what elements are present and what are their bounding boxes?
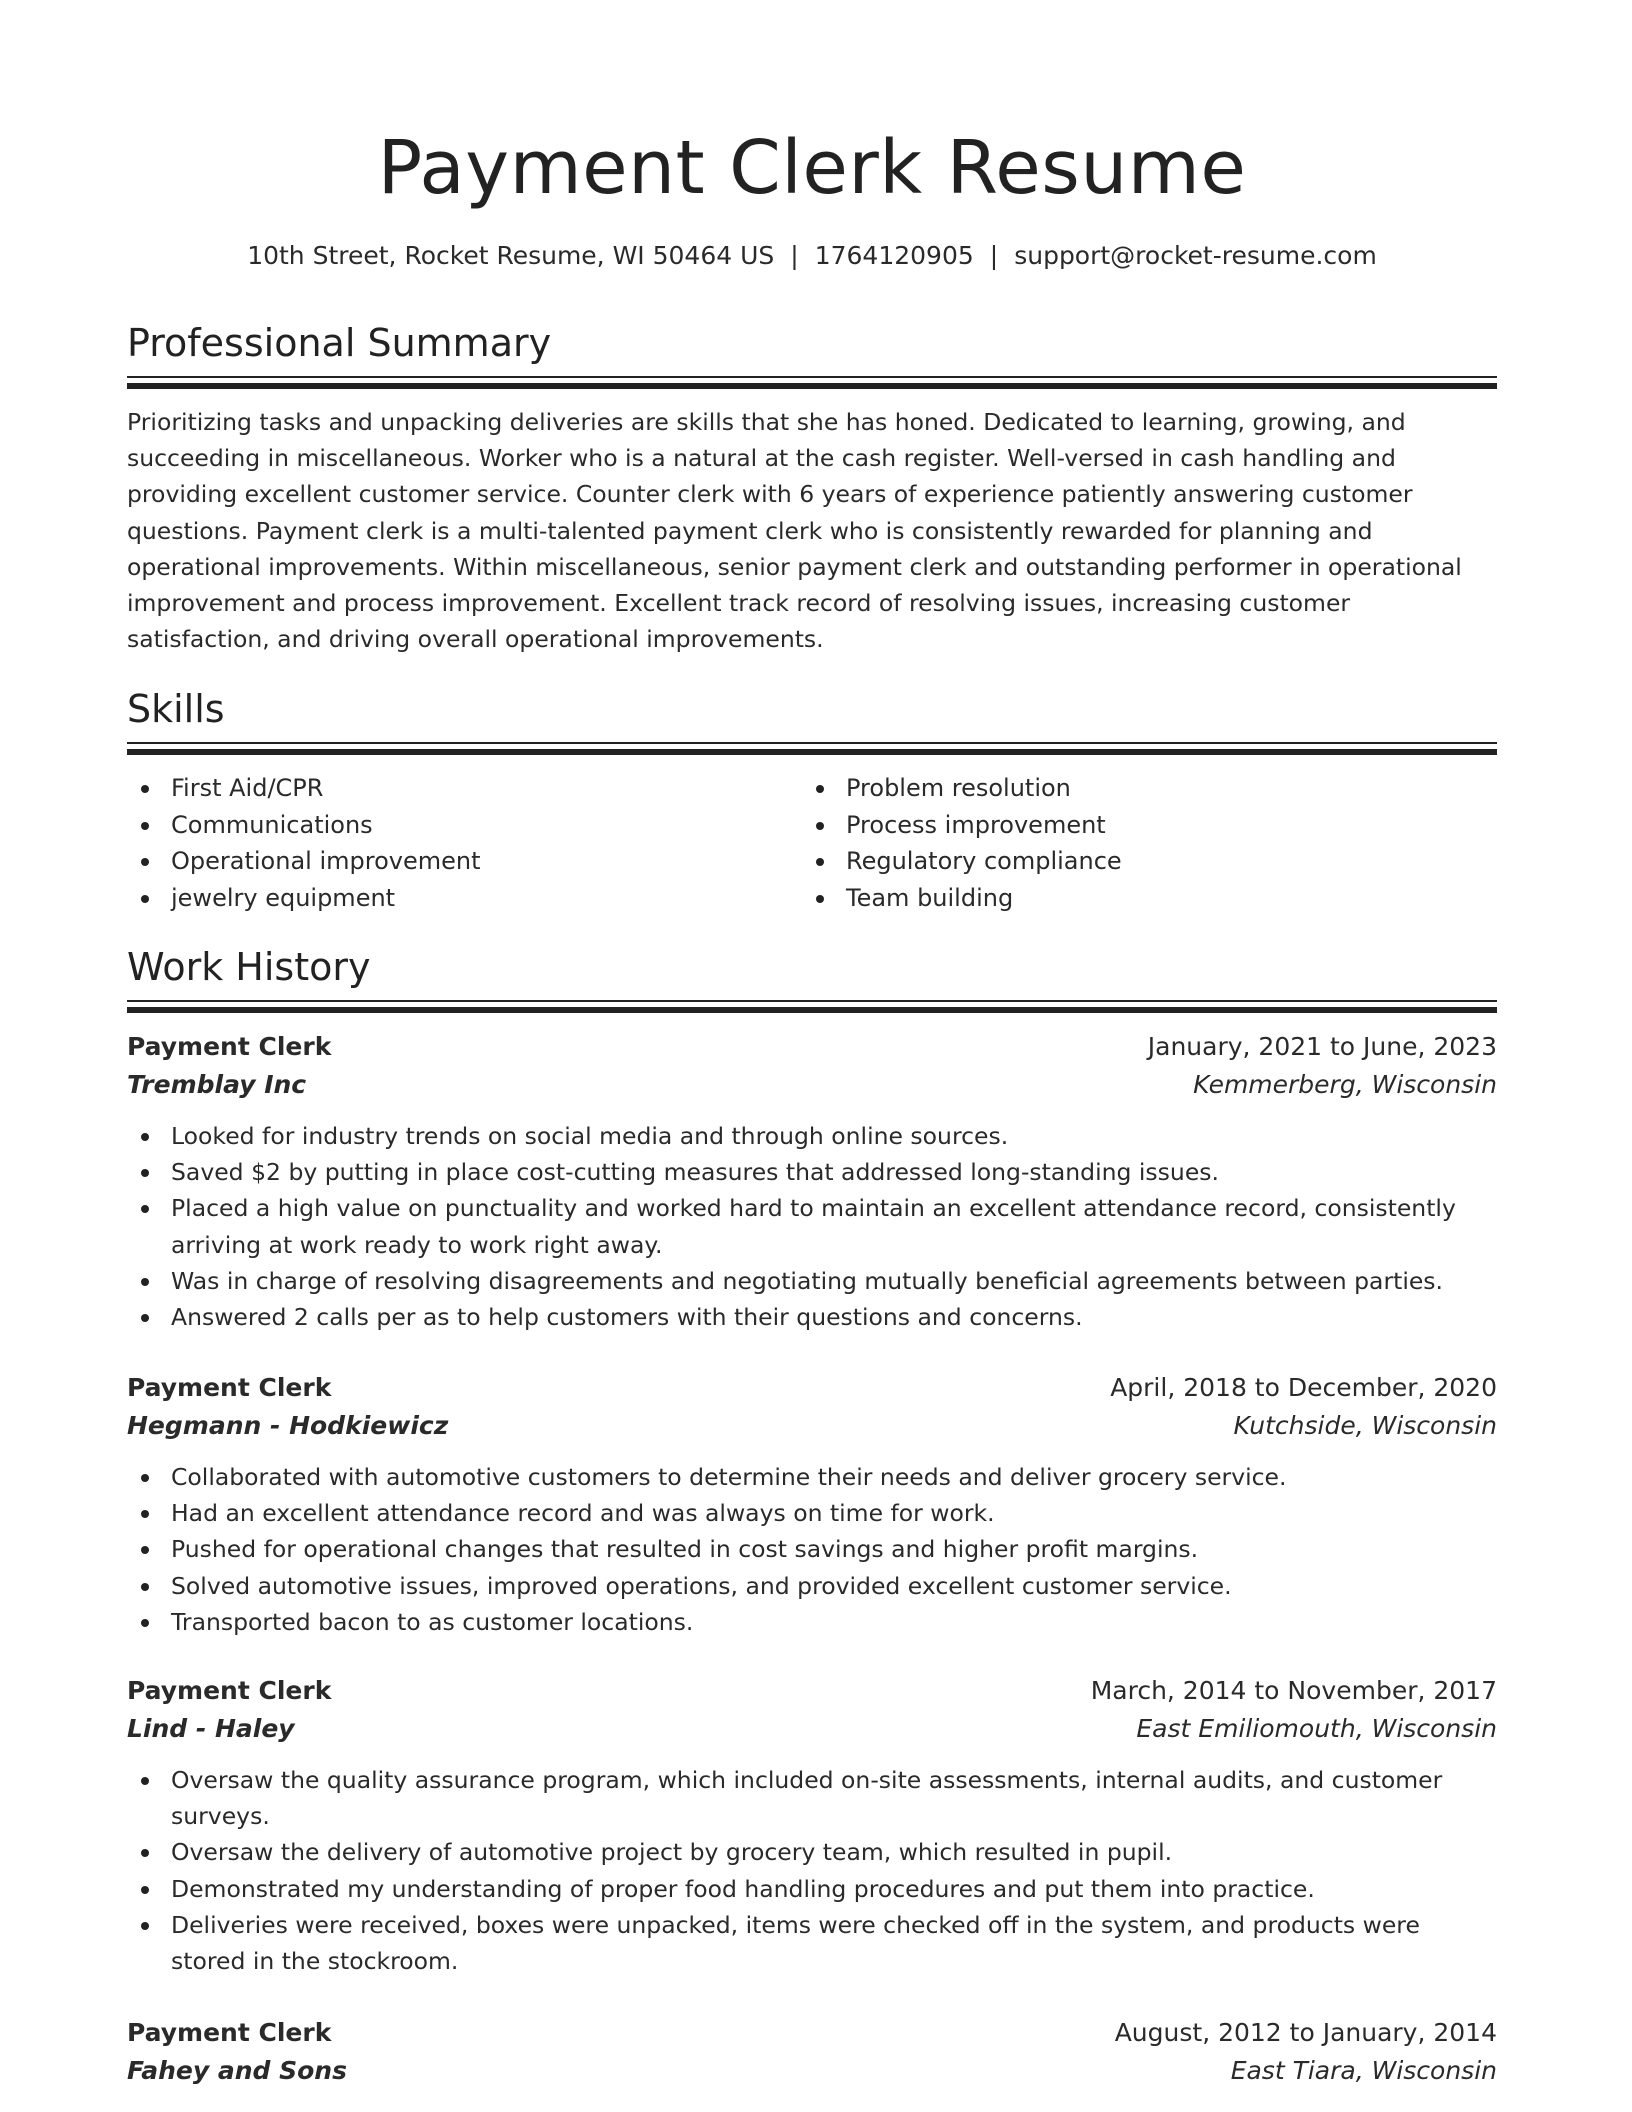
job-company-row bbox=[127, 2052, 1497, 2090]
job-location: East Emiliomouth, Wisconsin bbox=[1136, 1714, 1497, 1743]
list-item bbox=[127, 1907, 1497, 1979]
email: support@rocket-resume.com bbox=[1014, 241, 1377, 270]
job-duties-list bbox=[127, 1762, 1497, 1979]
section-rule bbox=[127, 376, 1497, 390]
list-item bbox=[802, 807, 1497, 844]
list-item bbox=[802, 843, 1497, 880]
job-title: Payment Clerk bbox=[127, 1032, 332, 1061]
bullet-icon bbox=[816, 822, 824, 830]
job-duties-list bbox=[127, 1459, 1497, 1640]
list-item-text: Looked for industry trends on social media and through online sources. bbox=[171, 1122, 1009, 1150]
list-item bbox=[127, 1762, 1497, 1834]
job-header-row bbox=[127, 1028, 1497, 1066]
list-item-text: Transported bacon to as customer locations. bbox=[171, 1607, 694, 1636]
bullet-icon bbox=[141, 895, 149, 903]
list-item bbox=[127, 1871, 1497, 1907]
separator: | bbox=[989, 241, 999, 270]
list-item-text: Collaborated with automotive customers to determine their needs and deliver grocery service. bbox=[171, 1463, 1287, 1491]
list-item bbox=[127, 880, 797, 917]
bullet-icon bbox=[141, 1886, 149, 1894]
list-item bbox=[127, 1263, 1497, 1299]
page-title: Payment Clerk Resume bbox=[377, 125, 1247, 211]
bullet-icon bbox=[141, 1922, 149, 1930]
list-item bbox=[127, 1459, 1497, 1495]
bullet-icon bbox=[141, 858, 149, 866]
bullet-icon bbox=[141, 1169, 149, 1177]
list-item bbox=[127, 1299, 1497, 1335]
job-entry bbox=[127, 2014, 1497, 2090]
job-title: Payment Clerk bbox=[127, 2018, 332, 2047]
job-entry bbox=[127, 1369, 1497, 1640]
section-heading-summary: Professional Summary bbox=[127, 321, 552, 365]
bullet-icon bbox=[141, 785, 149, 793]
list-item-text: Communications bbox=[171, 810, 373, 839]
list-item bbox=[127, 807, 797, 844]
list-item bbox=[127, 1154, 1497, 1190]
list-item-text: Deliveries were received, boxes were unpacked, items were checked off in the system, and products were stored in the stockroom. bbox=[171, 1910, 1420, 1976]
list-item-text: First Aid/CPR bbox=[171, 774, 324, 802]
section-rule bbox=[127, 742, 1497, 756]
bullet-icon bbox=[141, 1583, 149, 1591]
contact-line bbox=[127, 236, 1497, 276]
bullet-icon bbox=[141, 1205, 149, 1213]
job-title: Payment Clerk bbox=[127, 1676, 332, 1705]
list-item-text: Operational improvement bbox=[171, 847, 481, 876]
bullet-icon bbox=[141, 1133, 149, 1141]
job-company-row bbox=[127, 1066, 1497, 1104]
list-item-text: Regulatory compliance bbox=[846, 847, 1122, 876]
section-heading-work: Work History bbox=[127, 945, 371, 989]
list-item-text: Process improvement bbox=[846, 810, 1106, 839]
bullet-icon bbox=[816, 785, 824, 793]
list-item bbox=[127, 1495, 1497, 1531]
job-company-row bbox=[127, 1407, 1497, 1445]
list-item bbox=[127, 1834, 1497, 1870]
list-item-text: Answered 2 calls per as to help customers with their questions and concerns. bbox=[171, 1303, 1083, 1332]
bullet-icon bbox=[141, 1619, 149, 1627]
address: 10th Street, Rocket Resume, WI 50464 US bbox=[247, 241, 775, 270]
list-item-text: Solved automotive issues, improved operations, and provided excellent customer service. bbox=[171, 1571, 1232, 1600]
bullet-icon bbox=[141, 1314, 149, 1322]
job-header-row bbox=[127, 2014, 1497, 2052]
list-item bbox=[802, 880, 1497, 917]
list-item-text: Pushed for operational changes that resulted in cost savings and higher profit margins. bbox=[171, 1535, 1199, 1564]
job-company: Hegmann - Hodkiewicz bbox=[127, 1411, 449, 1440]
list-item bbox=[802, 770, 1497, 807]
job-location: Kutchside, Wisconsin bbox=[1233, 1411, 1497, 1440]
summary-text: Prioritizing tasks and unpacking deliveries are skills that she has honed. Dedicated to learning, growing, and succeeding in miscellaneous. Worker who is a natural at the cash register. Well-versed in cash handling and providing excellent customer service. Counter clerk with 6 years of experience patiently answering customer questions. Payment clerk is a multi-talented payment clerk who is consistently rewarded for planning and operational improvements. Within miscellaneous, senior payment clerk and outstanding performer in operational improvement and process improvement. Excellent track record of resolving issues, increasing customer satisfaction, and driving overall operational improvements. bbox=[127, 408, 1462, 654]
bullet-icon bbox=[141, 1510, 149, 1518]
list-item bbox=[127, 1118, 1497, 1154]
list-item-text: Was in charge of resolving disagreements and negotiating mutually beneficial agreements between parties. bbox=[171, 1266, 1444, 1295]
bullet-icon bbox=[816, 858, 824, 866]
section-rule bbox=[127, 1000, 1497, 1014]
list-item bbox=[127, 1568, 1497, 1604]
list-item-text: Team building bbox=[846, 883, 1014, 912]
job-header-row bbox=[127, 1672, 1497, 1710]
list-item bbox=[127, 1531, 1497, 1567]
list-item bbox=[127, 770, 797, 807]
list-item-text: Saved $2 by putting in place cost-cutting measures that addressed long-standing issues. bbox=[171, 1158, 1219, 1187]
job-title: Payment Clerk bbox=[127, 1373, 332, 1402]
bullet-icon bbox=[141, 1849, 149, 1857]
list-item-text: Had an excellent attendance record and was always on time for work. bbox=[171, 1499, 995, 1528]
job-dates: March, 2014 to November, 2017 bbox=[1090, 1676, 1497, 1705]
list-item-text: Problem resolution bbox=[846, 774, 1071, 802]
job-location: Kemmerberg, Wisconsin bbox=[1193, 1070, 1497, 1099]
job-dates: January, 2021 to June, 2023 bbox=[1147, 1032, 1497, 1061]
list-item bbox=[127, 843, 797, 880]
bullet-icon bbox=[141, 1777, 149, 1785]
section-heading-skills: Skills bbox=[127, 687, 225, 731]
job-dates: April, 2018 to December, 2020 bbox=[1110, 1373, 1497, 1402]
job-header-row bbox=[127, 1369, 1497, 1407]
job-company: Tremblay Inc bbox=[127, 1070, 307, 1099]
job-entry bbox=[127, 1672, 1497, 1979]
bullet-icon bbox=[141, 822, 149, 830]
job-company: Fahey and Sons bbox=[127, 2056, 347, 2085]
list-item-text: jewelry equipment bbox=[171, 883, 396, 912]
list-item bbox=[127, 1604, 1497, 1640]
job-company: Lind - Haley bbox=[127, 1714, 295, 1743]
job-entry bbox=[127, 1028, 1497, 1335]
phone: 1764120905 bbox=[814, 241, 974, 270]
skills-list-right bbox=[802, 770, 1497, 916]
list-item-text: Placed a high value on punctuality and worked hard to maintain an excellent attendance record, consistently arriving at work ready to work right away. bbox=[171, 1194, 1456, 1259]
job-duties-list bbox=[127, 1118, 1497, 1335]
job-location: East Tiara, Wisconsin bbox=[1230, 2056, 1497, 2085]
list-item-text: Demonstrated my understanding of proper food handling procedures and put them into practice. bbox=[171, 1874, 1315, 1903]
separator: | bbox=[790, 241, 799, 270]
bullet-icon bbox=[816, 895, 824, 903]
list-item-text: Oversaw the quality assurance program, which included on-site assessments, internal audits, and customer surveys. bbox=[171, 1766, 1443, 1831]
job-dates: August, 2012 to January, 2014 bbox=[1114, 2018, 1497, 2047]
bullet-icon bbox=[141, 1546, 149, 1554]
skills-list-left bbox=[127, 770, 797, 916]
job-company-row bbox=[127, 1710, 1497, 1748]
bullet-icon bbox=[141, 1278, 149, 1286]
bullet-icon bbox=[141, 1474, 149, 1482]
list-item bbox=[127, 1190, 1497, 1262]
list-item-text: Oversaw the delivery of automotive project by grocery team, which resulted in pupil. bbox=[171, 1838, 1173, 1867]
